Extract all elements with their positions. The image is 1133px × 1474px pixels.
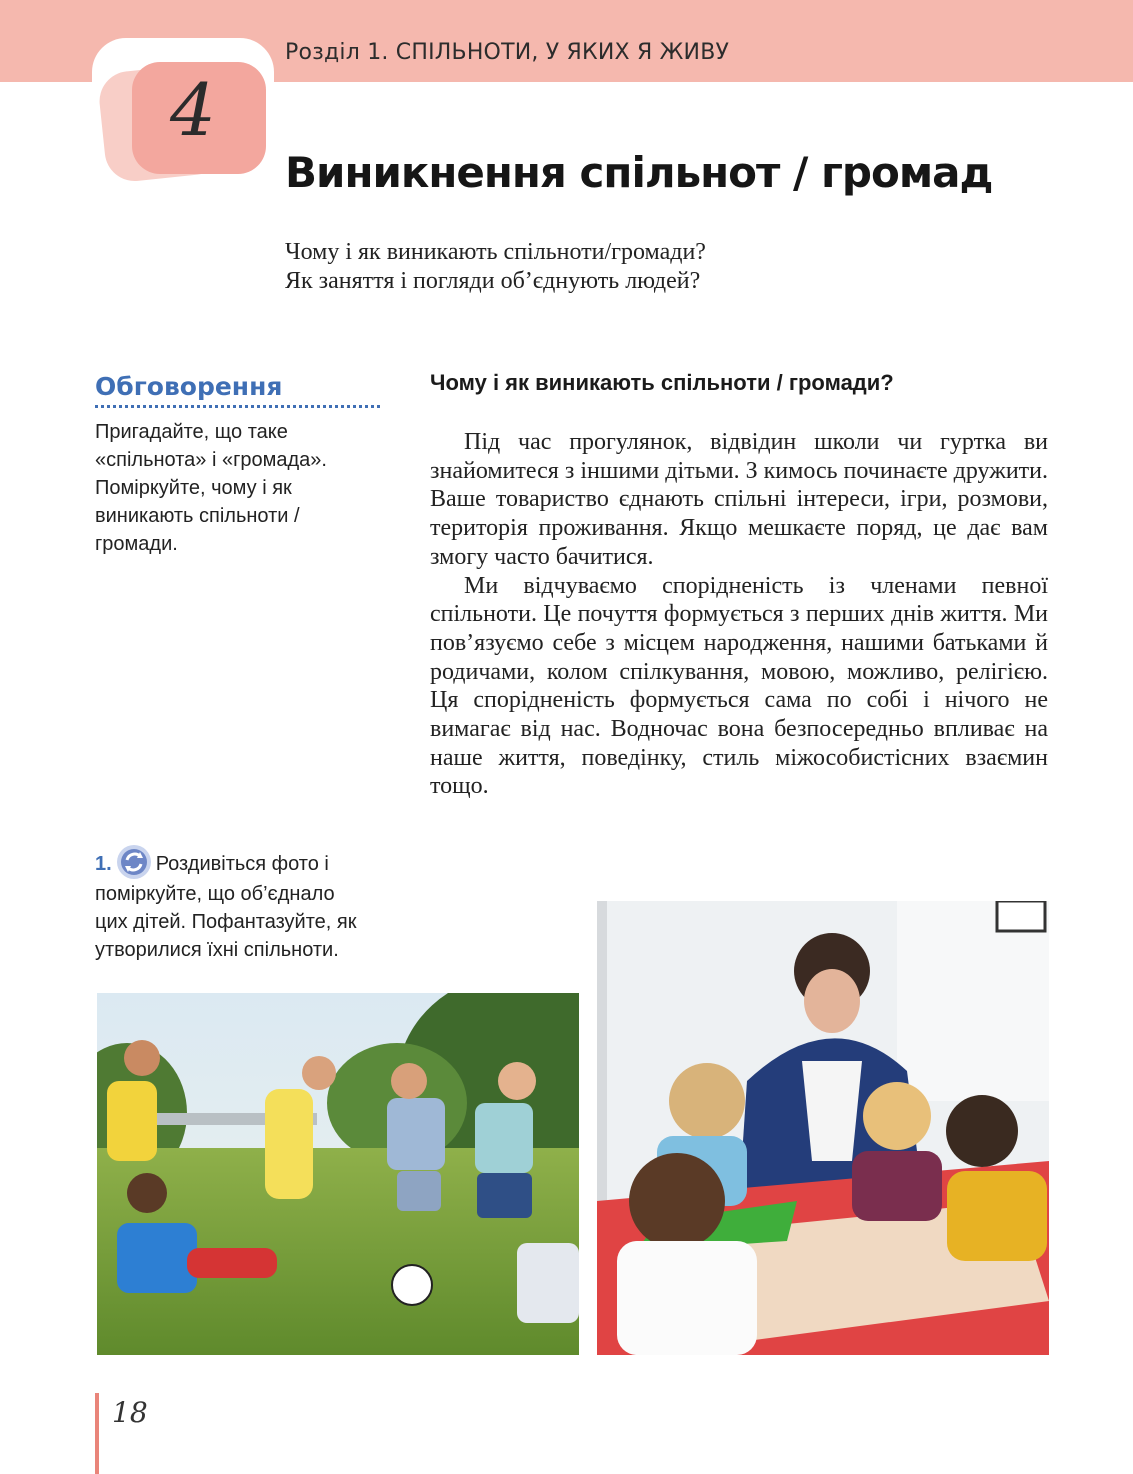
photo-children-classroom <box>597 901 1049 1355</box>
discussion-line: виникають спільноти / <box>95 505 300 527</box>
section-subheading: Чому і як виникають спільноти / громади? <box>430 370 894 395</box>
body-text <box>430 428 1048 801</box>
task-line: цих дітей. Пофантазуйте, як <box>95 911 357 933</box>
guiding-questions <box>285 238 985 296</box>
discussion-text <box>95 418 375 558</box>
page-number: 18 <box>112 1396 148 1429</box>
body-paragraph: Ми відчуваємо спорідненість із членами певної спільноти. Це почуття формується з перших днів життя. Ми пов’язуємо себе з місцем народження, нашими батьками й родичами, колом спілкування, мовою, можливо, релігією. Ця спорідненість формується сама по собі і нічого не вимагає від нас. Водночас вона безпосередньо впливає на наше життя, поведінку, стиль міжособистісних взаємин тощо. <box>430 572 1048 800</box>
page-margin-rule <box>95 1393 99 1474</box>
task-block <box>95 844 395 964</box>
question-line: Чому і як виникають спільноти/громади? <box>285 239 706 265</box>
body-paragraph: Під час прогулянок, відвідин школи чи гуртка ви знайомитеся з іншими дітьми. З кимось починаєте дружити. Ваше товариство єднають спільні інтереси, ігри, розмови, територія проживання. Якщо мешкаєте поряд, це дає вам змогу часто бачитися. <box>430 429 1048 570</box>
task-line: поміркуйте, що об’єднало <box>95 883 335 905</box>
task-line <box>95 844 395 880</box>
discussion-line: Пригадайте, що таке <box>95 421 288 443</box>
lesson-title: Виникнення спільнот / громад <box>285 148 993 197</box>
dotted-divider <box>95 405 380 408</box>
section-label: Розділ 1. СПІЛЬНОТИ, У ЯКИХ Я ЖИВУ <box>285 40 730 65</box>
discussion-line: «спільнота» і «громада». <box>95 449 327 471</box>
task-line: утворилися їхні спільноти. <box>95 939 339 961</box>
cycle-icon <box>116 844 152 880</box>
discussion-title: Обговорення <box>95 372 283 401</box>
photo-children-park <box>97 993 579 1355</box>
question-line: Як заняття і погляди об’єднують людей? <box>285 268 701 294</box>
task-text: Роздивіться фото і <box>155 853 329 875</box>
discussion-line: громади. <box>95 533 178 555</box>
lesson-number: 4 <box>170 68 216 152</box>
task-number: 1. <box>95 853 112 875</box>
discussion-line: Поміркуйте, чому і як <box>95 477 292 499</box>
